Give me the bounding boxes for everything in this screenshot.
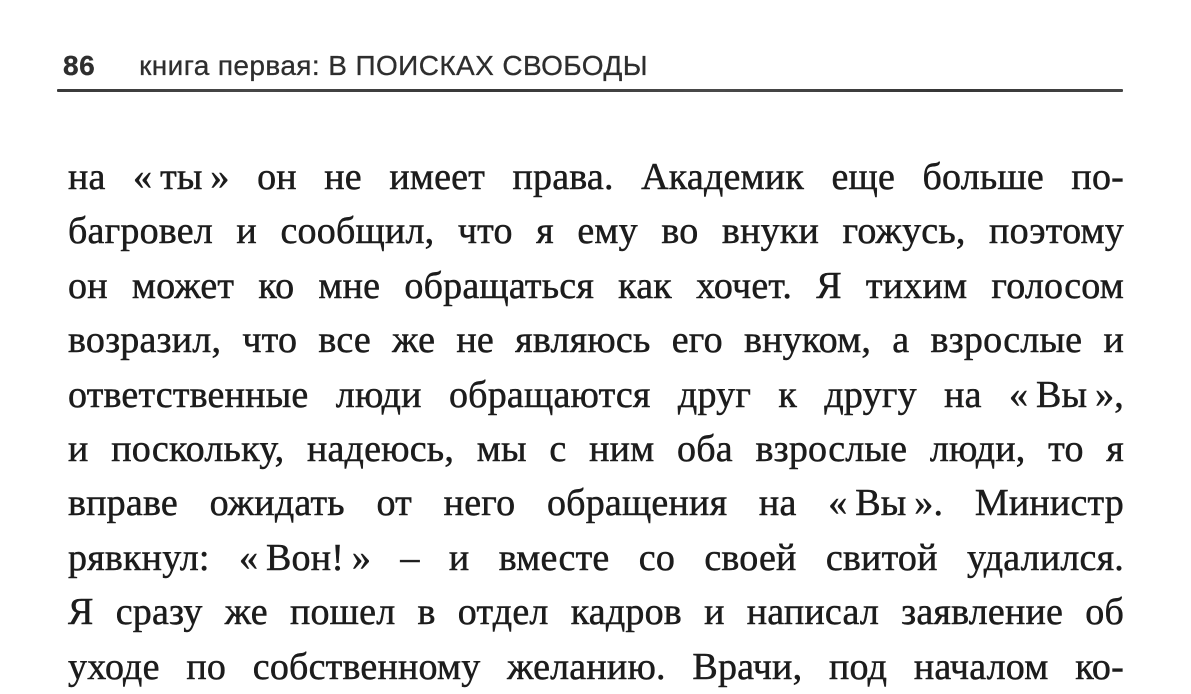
page-number: 86: [63, 50, 96, 81]
text-line: на « ты » он не имеет права. Академик еще больше по-: [68, 156, 1124, 198]
text-line: уходе по собственному желанию. Врачи, под началом ко-: [68, 645, 1124, 688]
text-line: и поскольку, надеюсь, мы с ним оба взрослые люди, то я: [68, 427, 1124, 470]
text-line: вправе ожидать от него обращения на « Вы ». Министр: [68, 482, 1124, 525]
text-line: Я сразу же пошел в отдел кадров и написал заявление об: [68, 591, 1124, 634]
text-line: он может ко мне обращаться как хочет. Я тихим голосом: [68, 264, 1124, 307]
text-line: ответственные люди обращаются друг к другу на « Вы »,: [68, 373, 1124, 416]
text-line: рявкнул: « Вон! » – и вместе со своей свитой удалился.: [68, 536, 1124, 579]
text-line: возразил, что все же не являюсь его внуком, а взрослые и: [68, 319, 1124, 362]
body-text: [68, 150, 1124, 694]
text-line: багровел и сообщил, что я ему во внуки гожусь, поэтому: [68, 210, 1124, 253]
running-header-title: книга первая: В ПОИСКАХ СВОБОДЫ: [139, 50, 648, 81]
header-rule: [57, 89, 1123, 92]
running-header: [63, 50, 1134, 84]
